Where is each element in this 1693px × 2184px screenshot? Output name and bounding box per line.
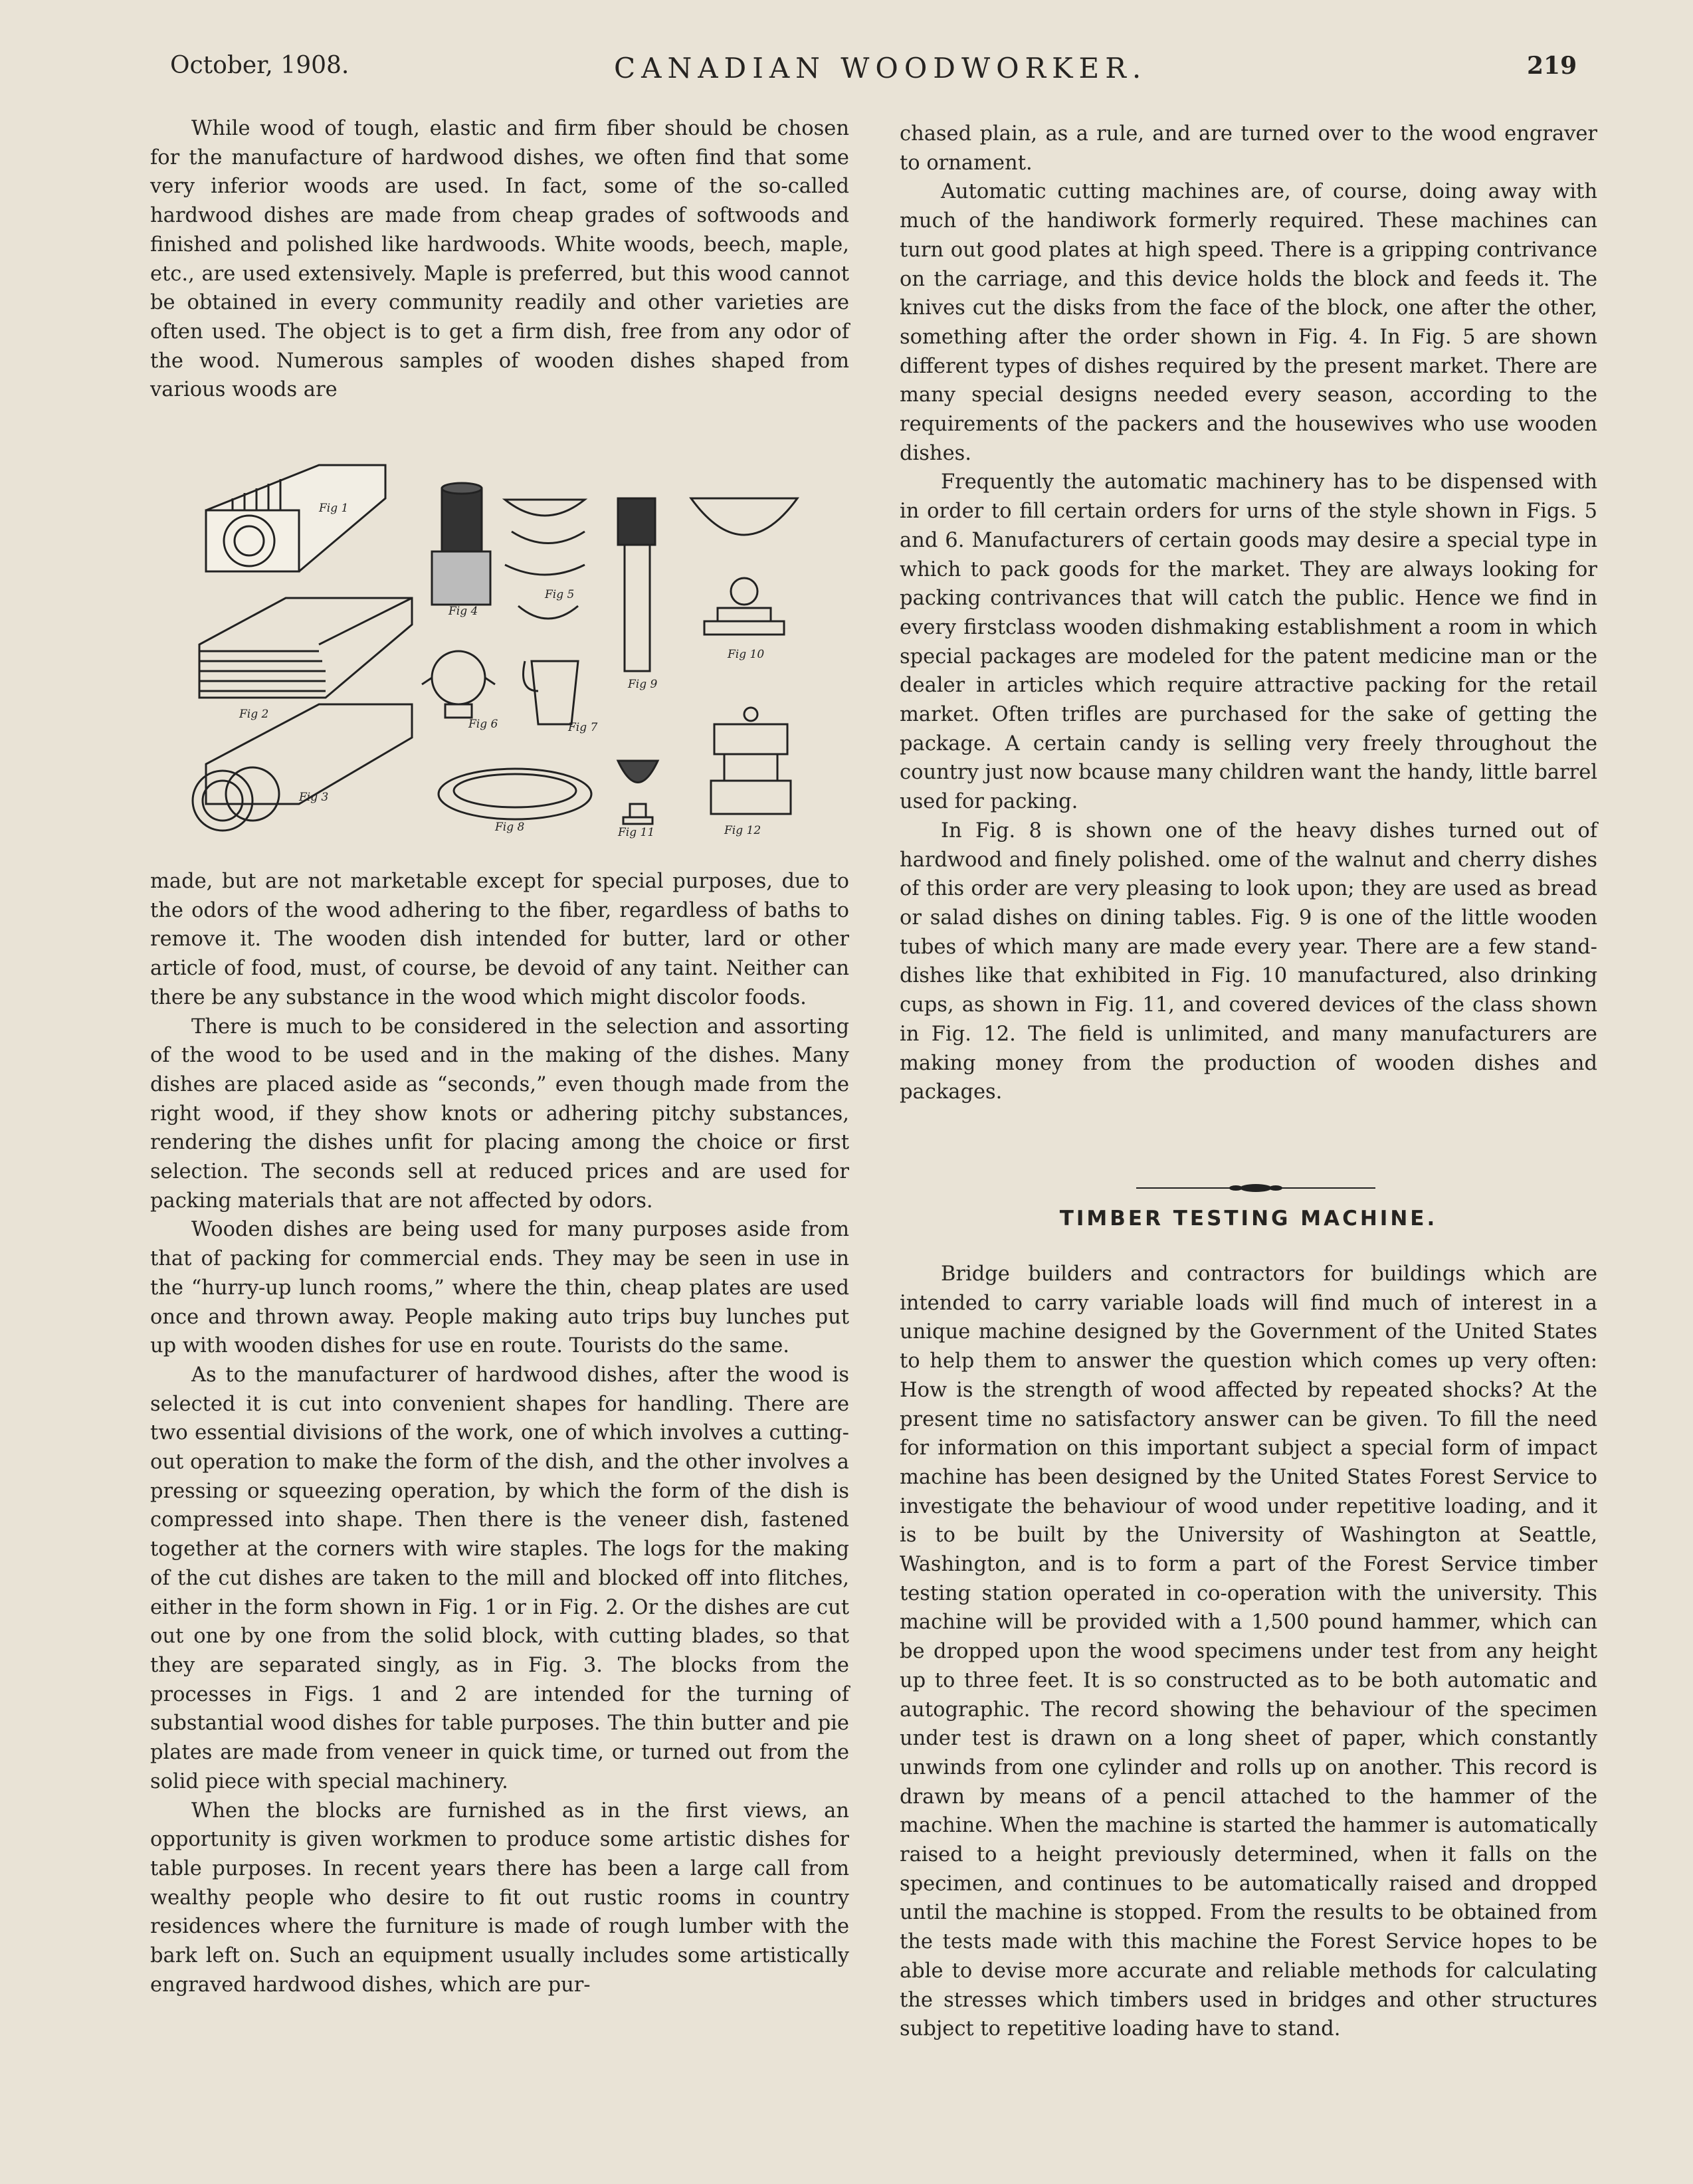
paragraph: In Fig. 8 is shown one of the heavy dishes turned out of hardwood and finely polished. ome of the walnut and cherry dishes of this order are very pleasing to look upon; they are used as bread or salad dishes on dining tables. Fig. 9 is one of the little wooden tubes of which many are made every year. There are a few stand-dishes like that exhibited in Fig. 10 manufactured, also drinking cups, as shown in Fig. 11, and covered devices of the class shown in Fig. 12. The field is unlimited, and many manufacturers are making money from the production of wooden dishes and packages.	[900, 819, 1597, 1104]
paragraph: As to the manufacturer of hardwood dishes, after the wood is selected it is cut into convenient shapes for handling. There are two essential divisions of the work, one of which involves a cutting-out operation to make the form of the dish, and the other involves a pressing or squeezing operation, by which the form of the dish is compressed into shape. Then there is the veneer dish, fastened together at the corners with wire staples. The logs for the making of the cut dishes are taken to the mill and blocked off into flitches, either in the form shown in Fig. 1 or in Fig. 2. Or the dishes are cut out one by one from the solid block, with cutting blades, so that they are separated singly, as in Fig. 3. The blocks from the processes in Figs. 1 and 2 are intended for the turning of substantial wood dishes for table purposes. The thin butter and pie plates are made from veneer in quick time, or turned out from the solid piece with special machinery.	[150, 1363, 849, 1793]
fig11-cup-drawing	[618, 761, 658, 824]
fig5-label: Fig 5	[545, 588, 575, 601]
paragraph: chased plain, as a rule, and are turned over to the wood engraver to ornament.	[900, 122, 1597, 175]
right-column-bottom	[900, 1260, 1597, 2044]
wooden-dishes-illustration	[186, 432, 837, 848]
fig10-stand-dish-drawing	[691, 498, 797, 635]
fig6-label: Fig 6	[468, 718, 498, 731]
fig12-label: Fig 12	[724, 824, 761, 837]
paragraph: Bridge builders and contractors for buildings which are intended to carry variable loads will find much of interest in a unique machine designed by the Government of the United States to help them to answer the question which comes up very often: How is the strength of wood affected by repeated shocks? At the present time no satisfactory answer can be given. To fill the need for information on this important subject a special form of impact machine has been designed by the United States Forest Service to investigate the behaviour of wood under repetitive loading, and it is to be built by the University of Washington at Seattle, Washington, and is to form a part of the Forest Service timber testing station operated in co-operation with the university. This machine will be provided with a 1,500 pound hammer, which can be dropped upon the wood specimens under test from any height up to three feet. It is so constructed as to be both automatic and autographic. The record showing the behaviour of the specimen under test is drawn on a long sheet of paper, which constantly unwinds from one cylinder and rolls up on another. This record is drawn by means of a pencil attached to the hammer of the machine. When the machine is started the hammer is automatically raised to a height previously determined, when it falls on the specimen, and continues to be automatically raised and dropped until the machine is stopped. From the results to be obtained from the tests made with this machine the Forest Service hopes to be able to devise more accurate and reliable methods for calculating the stresses which timbers used in bridges and other structures subject to repetitive loading have to stand.	[900, 1262, 1597, 2041]
publication-title: CANADIAN WOODWORKER.	[614, 52, 1147, 84]
fig3-label: Fig 3	[299, 791, 329, 804]
fig1-block-drawing	[206, 465, 385, 571]
fig7-pitcher-drawing	[524, 661, 579, 724]
fig9-label: Fig 9	[628, 678, 658, 691]
figure-drawing	[186, 432, 837, 848]
fig3-block-drawing	[193, 704, 412, 831]
right-column-top	[900, 120, 1597, 1107]
page-number: 219	[1527, 52, 1577, 80]
fig8-label: Fig 8	[495, 821, 525, 834]
paragraph: made, but are not marketable except for special purposes, due to the odors of the wood adhering to the fiber, regardless of baths to remove it. The wooden dish intended for butter, lard or other article of food, must, of course, be devoid of any taint. Neither can there be any substance in the wood which might discolor foods.	[150, 870, 849, 1009]
paragraph: There is much to be considered in the selection and assorting of the wood to be used and in the making of the dishes. Many dishes are placed aside as “seconds,” even though made from the right wood, if they show knots or adhering pitchy substances, rendering the dishes unfit for placing among the choice or first selection. The seconds sell at reduced prices and are used for packing materials that are not affected by odors.	[150, 1015, 849, 1213]
article-heading: TIMBER TESTING MACHINE.	[1059, 1207, 1438, 1231]
fig4-label: Fig 4	[448, 605, 478, 618]
paragraph: While wood of tough, elastic and firm fiber should be chosen for the manufacture of hardwood dishes, we often find that some very inferior woods are used. In fact, some of the so-called hardwood dishes are made from cheap grades of softwoods and finished and polished like hardwoods. White woods, beech, maple, etc., are used extensively. Maple is preferred, but this wood cannot be obtained in every community readily and other varieties are often used. The object is to get a firm dish, free from any odor of the wood. Numerous samples of wooden dishes shaped from various woods are	[150, 117, 849, 402]
fig2-label: Fig 2	[239, 708, 269, 721]
fig1-label: Fig 1	[319, 502, 349, 515]
fig2-block-drawing	[199, 598, 412, 698]
fig9-tube-drawing	[618, 498, 655, 671]
issue-date: October, 1908.	[170, 52, 349, 79]
fig10-label: Fig 10	[728, 648, 765, 661]
fig11-label: Fig 11	[618, 826, 655, 839]
paragraph: Wooden dishes are being used for many purposes aside from that of packing for commercial ends. They may be seen in use in the “hurry-up lunch rooms,” where the thin, cheap plates are used once and thrown away. People making auto trips buy lunches put up with wooden dishes for use en route. Tourists do the same.	[150, 1218, 849, 1358]
fig7-label: Fig 7	[568, 721, 598, 734]
fig4-disk-stack-drawing	[432, 483, 490, 605]
paragraph: When the blocks are furnished as in the first views, an opportunity is given workmen to produce some artistic dishes for table purposes. In recent years there has been a large call from wealthy people who desire to fit out rustic rooms in country residences where the furniture is made of rough lumber with the bark left on. Such an equipment usually includes some artistically engraved hardwood dishes, which are pur-	[150, 1799, 849, 1997]
section-divider	[1136, 1183, 1375, 1193]
fig8-oval-dish-drawing	[439, 769, 591, 819]
left-column-bottom	[150, 867, 849, 1999]
fig6-urn-drawing	[422, 651, 495, 718]
paragraph: Automatic cutting machines are, of course, doing away with much of the handiwork formerly required. These machines can turn out good plates at high speed. There is a gripping contrivance on the carriage, and this device holds the block and feeds it. The knives cut the disks from the face of the block, one after the other, something after the order shown in Fig. 4. In Fig. 5 are shown different types of dishes required by the present market. There are many special designs needed every season, according to the requirements of the packers and the housewives who use wooden dishes.	[900, 180, 1597, 465]
left-column-top	[150, 114, 849, 405]
fig12-covered-device-drawing	[711, 708, 791, 814]
paragraph: Frequently the automatic machinery has to be dispensed with in order to fill certain orders for urns of the style shown in Figs. 5 and 6. Manufacturers of certain goods may desire a special type in which to pack goods for the market. They are always looking for packing contrivances that will catch the public. Hence we find in every firstclass wooden dishmaking establishment a room in which special packages are modeled for the patent medicine man or the dealer in articles which require attractive packing for the retail market. Often trifles are purchased for the sake of getting the package. A certain candy is selling very freely throughout the country just now bcause many children want the handy, little barrel used for packing.	[900, 470, 1597, 814]
